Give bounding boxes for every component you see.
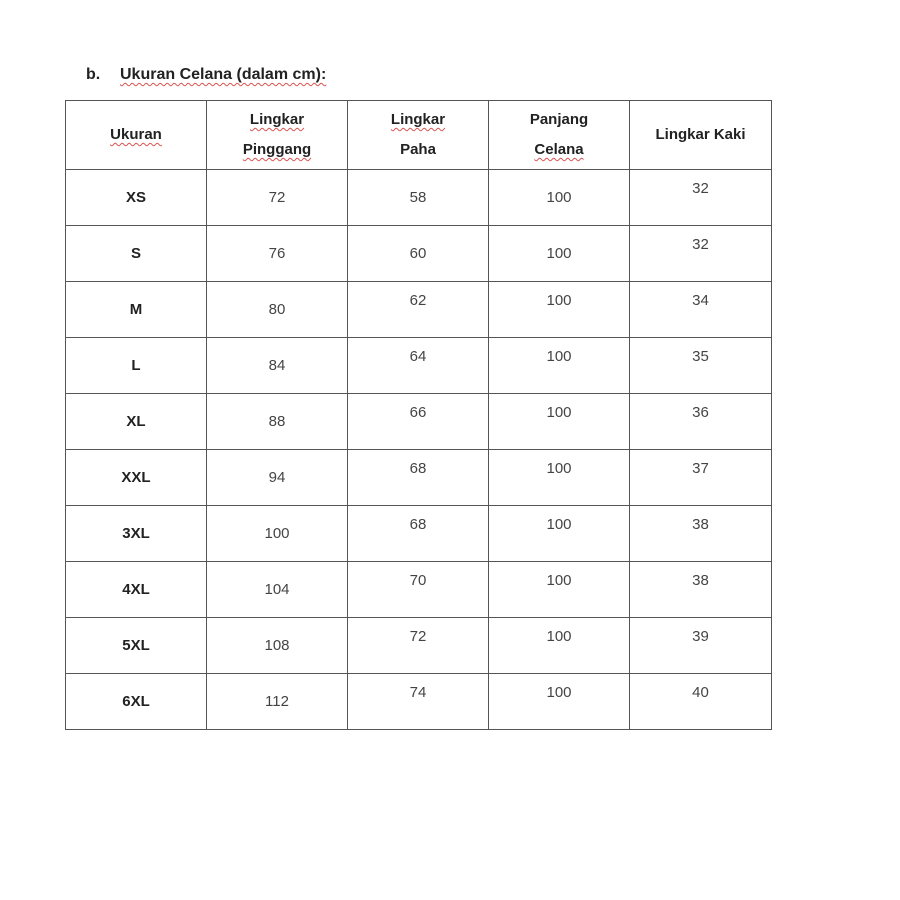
header-waist-line2: Pinggang [242,141,312,158]
length-cell: 100 [489,618,630,674]
size-cell: 6XL [66,674,207,730]
waist-cell: 100 [207,506,348,562]
length-cell: 100 [489,562,630,618]
size-table-body [66,170,772,730]
header-waist-line1: Lingkar [249,111,305,128]
hem-cell: 38 [630,562,772,618]
size-cell: L [66,338,207,394]
waist-cell: 80 [207,282,348,338]
waist-cell: 84 [207,338,348,394]
length-cell: 100 [489,506,630,562]
table-row [66,506,772,562]
table-row [66,338,772,394]
size-cell: 3XL [66,506,207,562]
waist-cell: 72 [207,170,348,226]
size-cell: XXL [66,450,207,506]
thigh-cell: 68 [348,506,489,562]
header-length-line2: Celana [534,141,584,158]
size-cell: S [66,226,207,282]
header-length [489,101,630,170]
hem-cell: 37 [630,450,772,506]
size-cell: M [66,282,207,338]
hem-cell: 35 [630,338,772,394]
length-cell: 100 [489,338,630,394]
length-cell: 100 [489,170,630,226]
thigh-cell: 74 [348,674,489,730]
list-marker: b. [86,66,101,83]
waist-cell: 88 [207,394,348,450]
table-row [66,450,772,506]
length-cell: 100 [489,226,630,282]
size-cell: 4XL [66,562,207,618]
hem-cell: 40 [630,674,772,730]
thigh-cell: 60 [348,226,489,282]
hem-cell: 36 [630,394,772,450]
length-cell: 100 [489,282,630,338]
thigh-cell: 72 [348,618,489,674]
table-row [66,394,772,450]
thigh-cell: 66 [348,394,489,450]
hem-cell: 39 [630,618,772,674]
heading-text: Ukuran Celana (dalam cm): [120,66,327,83]
header-hem [630,101,772,170]
size-table [65,100,772,730]
waist-cell: 108 [207,618,348,674]
header-waist [207,101,348,170]
section-heading [86,66,326,84]
header-thigh-line2: Paha [400,141,436,158]
size-cell: XS [66,170,207,226]
thigh-cell: 58 [348,170,489,226]
size-cell: 5XL [66,618,207,674]
table-row [66,226,772,282]
length-cell: 100 [489,450,630,506]
header-length-line1: Panjang [529,111,589,128]
header-size [66,101,207,170]
table-row [66,170,772,226]
thigh-cell: 68 [348,450,489,506]
header-thigh [348,101,489,170]
header-thigh-line1: Lingkar [390,111,446,128]
thigh-cell: 62 [348,282,489,338]
hem-cell: 32 [630,226,772,282]
length-cell: 100 [489,394,630,450]
header-hem-label: Lingkar Kaki [655,126,746,143]
table-row [66,618,772,674]
waist-cell: 104 [207,562,348,618]
header-size-label: Ukuran [110,126,162,143]
thigh-cell: 64 [348,338,489,394]
hem-cell: 38 [630,506,772,562]
waist-cell: 112 [207,674,348,730]
table-row [66,674,772,730]
waist-cell: 94 [207,450,348,506]
length-cell: 100 [489,674,630,730]
hem-cell: 32 [630,170,772,226]
hem-cell: 34 [630,282,772,338]
table-row [66,282,772,338]
header-row [66,101,772,170]
thigh-cell: 70 [348,562,489,618]
size-table-header [66,101,772,170]
waist-cell: 76 [207,226,348,282]
size-cell: XL [66,394,207,450]
table-row [66,562,772,618]
